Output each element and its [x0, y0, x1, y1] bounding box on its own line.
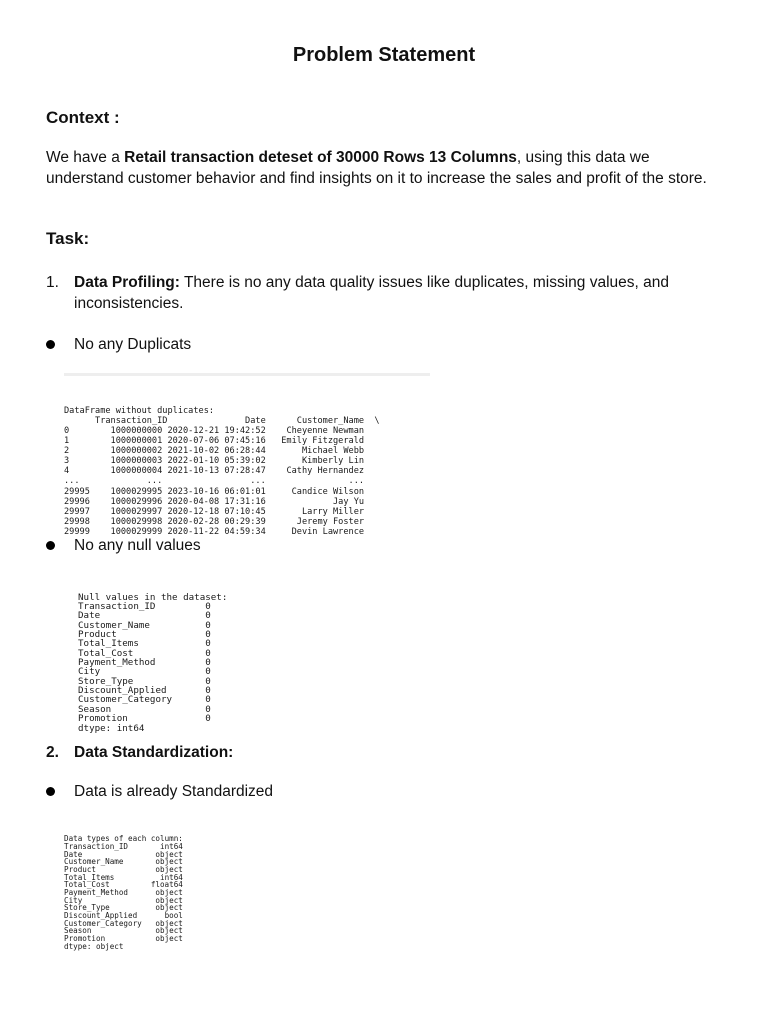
list-item-key: Total_Items	[64, 872, 115, 882]
table-cell: 2020-04-08 17:31:16	[167, 496, 266, 507]
list-item-key: Store_Type	[64, 903, 110, 913]
list-item-value: object	[155, 903, 183, 913]
list-item-key: Payment_Method	[78, 657, 156, 669]
duplicates-output-lines	[64, 406, 430, 537]
list-item-key: Customer_Name	[78, 619, 150, 631]
table-cell: Jeremy Foster	[296, 516, 365, 527]
dtypes-output-lines	[64, 835, 264, 950]
list-item-key: Total_Cost	[78, 647, 134, 659]
table-cell: 2021-10-02 06:28:44	[167, 446, 266, 457]
table-cell: 1000029998	[110, 516, 163, 527]
duplicates-output-top-border	[64, 373, 430, 376]
list-item-key: Discount_Applied	[64, 910, 138, 920]
list-item-key: City	[78, 666, 101, 678]
table-row	[64, 446, 430, 456]
output-caption: Data types of each column:	[64, 834, 183, 844]
list-item-key: Customer_Category	[64, 918, 142, 928]
list-item-value: 0	[205, 666, 211, 678]
table-cell: 29997	[64, 506, 90, 517]
bullet-dot-icon	[46, 787, 55, 796]
table-row	[64, 497, 430, 507]
table-cell: 2	[64, 446, 70, 457]
table-cell: 4	[64, 466, 70, 477]
table-cell: 2022-01-10 05:39:02	[167, 456, 266, 467]
task-item-1-number: 1.	[46, 274, 59, 291]
table-row	[64, 426, 430, 436]
task-item-1-text: There is no any data quality issues like duplicates, missing values, and inconsistencies.	[74, 274, 670, 312]
table-cell: 2023-10-16 06:01:01	[167, 486, 266, 497]
list-item-value: 0	[205, 610, 211, 622]
list-item-value: object	[155, 864, 183, 874]
table-cell: 1000029999	[110, 526, 163, 537]
page-title: Problem Statement	[292, 44, 476, 66]
table-cell: 1000029997	[110, 506, 163, 517]
list-item-key: Customer_Category	[78, 694, 173, 706]
list-item-value: 0	[205, 601, 211, 613]
table-row	[64, 466, 430, 476]
table-cell: 1000000003	[110, 456, 163, 467]
list-item-value: object	[155, 933, 183, 943]
list-item-key: Promotion	[78, 713, 128, 725]
list-item-key: Total_Cost	[64, 880, 110, 890]
list-item-value: 0	[205, 675, 211, 687]
bullet-standardized-text: Data is already Standardized	[74, 783, 274, 800]
table-cell: 2020-02-28 00:29:39	[167, 516, 266, 527]
table-cell: 3	[64, 456, 70, 467]
bullet-no-nulls	[46, 535, 201, 556]
table-header-row	[64, 416, 430, 426]
table-cell: 1000000000	[110, 426, 163, 437]
table-cell: 1000029996	[110, 496, 163, 507]
table-cell: ...	[64, 476, 80, 487]
table-header-cell: \	[374, 416, 380, 427]
task-item-1	[46, 272, 726, 314]
table-cell: ...	[146, 476, 163, 487]
bullet-dot-icon	[46, 340, 55, 349]
list-item-value: 0	[205, 685, 211, 697]
duplicates-output-image	[64, 373, 430, 537]
list-item-key: City	[64, 895, 83, 905]
list-item-value: object	[155, 887, 183, 897]
list-item-value: 0	[205, 629, 211, 641]
bullet-no-nulls-text: No any null values	[74, 537, 201, 554]
bullet-standardized	[46, 781, 273, 802]
list-item-value: 0	[205, 619, 211, 631]
table-cell: 2020-07-06 07:45:16	[167, 436, 266, 447]
output-caption: Null values in the dataset:	[78, 591, 228, 603]
table-cell: Devin Lawrence	[291, 526, 365, 537]
list-item-value: 0	[205, 703, 211, 715]
list-item-value: object	[155, 857, 183, 867]
list-item-key: Transaction_ID	[78, 601, 156, 613]
list-item-value: object	[155, 918, 183, 928]
task-item-2	[46, 742, 726, 763]
output-caption: DataFrame without duplicates:	[64, 406, 215, 417]
list-item-key: Date	[78, 610, 101, 622]
table-cell: 1000000001	[110, 436, 163, 447]
table-cell: 2021-10-13 07:28:47	[167, 466, 266, 477]
table-cell: Emily Fitzgerald	[281, 436, 365, 447]
list-item-key: Customer_Name	[64, 857, 124, 867]
list-item-key: Season	[78, 703, 112, 715]
list-item-value: int64	[160, 872, 183, 882]
table-cell: 2020-11-22 04:59:34	[167, 526, 266, 537]
list-item-key: Promotion	[64, 933, 106, 943]
table-cell: 1	[64, 436, 70, 447]
table-cell: Kimberly Lin	[301, 456, 365, 467]
task-heading: Task:	[46, 229, 90, 248]
table-row	[64, 436, 430, 446]
table-cell: ...	[250, 476, 266, 487]
list-item-key: Product	[64, 864, 97, 874]
context-paragraph	[46, 147, 726, 189]
null-values-output-image	[78, 574, 268, 734]
context-text-after: , using this data we understand customer behavior and find insights on it to increase the sales and profit of the store.	[46, 149, 707, 187]
list-item	[78, 658, 268, 667]
table-cell: 1000000002	[110, 446, 163, 457]
task-item-2-bold: Data Standardization:	[74, 744, 234, 761]
table-cell: 2020-12-18 07:10:45	[167, 506, 266, 517]
list-item-key: Product	[78, 629, 117, 641]
null-values-output-lines	[78, 593, 268, 733]
list-item-value: object	[155, 895, 183, 905]
table-row	[64, 507, 430, 517]
table-row	[64, 487, 430, 497]
table-cell: 29999	[64, 526, 90, 537]
list-item-key: Discount_Applied	[78, 685, 167, 697]
table-cell: Jay Yu	[333, 496, 365, 507]
table-row	[64, 456, 430, 466]
table-cell: Cheyenne Newman	[286, 426, 365, 437]
table-cell: 1000000004	[110, 466, 163, 477]
list-item-value: bool	[164, 910, 183, 920]
list-item-key: Payment_Method	[64, 887, 129, 897]
table-cell: 29996	[64, 496, 90, 507]
context-heading: Context :	[46, 108, 120, 127]
bullet-no-duplicates-text: No any Duplicats	[74, 336, 192, 353]
table-header-cell: Customer_Name	[296, 416, 365, 427]
list-item-value: int64	[160, 841, 183, 851]
table-cell: Cathy Hernandez	[286, 466, 365, 477]
context-text-bold: Retail transaction deteset of 30000 Rows 13 Columns	[124, 149, 517, 166]
output-dtype: dtype: object	[64, 941, 124, 951]
list-item-value: 0	[205, 647, 211, 659]
table-ellipsis-row	[64, 476, 430, 486]
list-item-key: Total_Items	[78, 638, 139, 650]
table-cell: Candice Wilson	[291, 486, 365, 497]
table-header-cell: Transaction_ID	[95, 416, 168, 427]
bullet-dot-icon	[46, 541, 55, 550]
list-item-key: Date	[64, 849, 83, 859]
list-item-key: Transaction_ID	[64, 841, 129, 851]
list-item-key: Season	[64, 926, 92, 936]
list-item-value: 0	[205, 694, 211, 706]
table-cell: 0	[64, 426, 70, 437]
list-item	[78, 602, 268, 611]
task-item-2-number: 2.	[46, 744, 59, 761]
list-item-value: 0	[205, 713, 211, 725]
list-item-value: 0	[205, 657, 211, 669]
list-item-value: 0	[205, 638, 211, 650]
table-cell: 29995	[64, 486, 90, 497]
list-item-value: object	[155, 926, 183, 936]
table-cell: Michael Webb	[301, 446, 365, 457]
list-item-value: object	[155, 849, 183, 859]
table-cell: 29998	[64, 516, 90, 527]
bullet-no-duplicates	[46, 334, 191, 355]
table-header-cell: Date	[245, 416, 266, 427]
list-item-value: float64	[150, 880, 183, 890]
task-item-1-bold: Data Profiling:	[74, 274, 180, 291]
table-cell: Larry Miller	[301, 506, 365, 517]
list-item-key: Store_Type	[78, 675, 134, 687]
table-cell: ...	[348, 476, 365, 487]
table-row	[64, 517, 430, 527]
table-cell: 1000029995	[110, 486, 163, 497]
context-text-before: We have a	[46, 149, 125, 166]
table-cell: 2020-12-21 19:42:52	[167, 426, 266, 437]
dtypes-output-image	[64, 820, 264, 951]
output-dtype: dtype: int64	[78, 722, 145, 734]
